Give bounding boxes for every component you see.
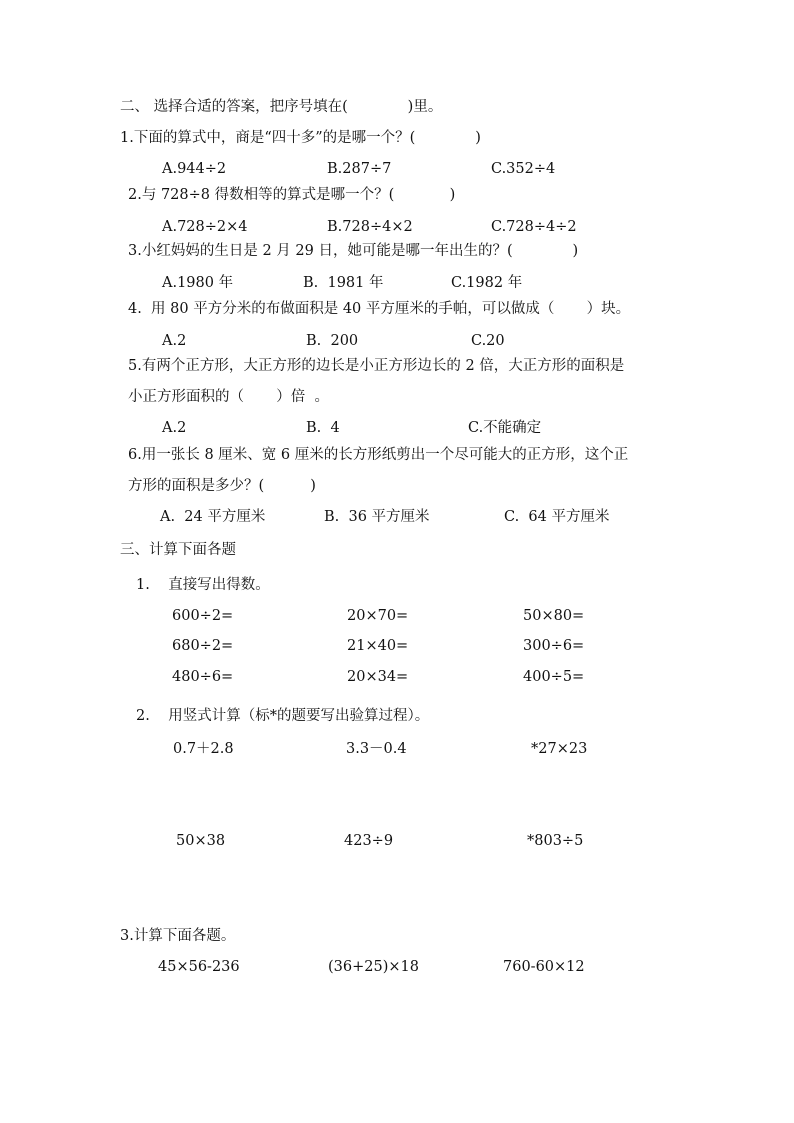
mixed-calc-item: 45×56-236 [158, 959, 240, 975]
question-3-option-c: C.1982 年 [451, 275, 523, 291]
question-2-option-b: B.728÷4×2 [327, 219, 413, 235]
question-5-text-line-2: 小正方形面积的（ ）倍 。 [128, 389, 329, 405]
question-2-option-a: A.728÷2×4 [162, 219, 248, 235]
question-6-text-line-1: 6.用一张长 8 厘米、宽 6 厘米的长方形纸剪出一个尽可能大的正方形，这个正 [128, 447, 629, 463]
mixed-calc-item: (36+25)×18 [328, 959, 419, 975]
section-2-title: 二、 选择合适的答案，把序号填在( )里。 [120, 99, 443, 115]
oral-calc-item: 300÷6= [523, 638, 585, 654]
question-4-option-c: C.20 [471, 333, 505, 349]
question-1-text: 1.下面的算式中，商是“四十多”的是哪一个？( ) [120, 130, 481, 146]
question-4-option-a: A.2 [162, 333, 187, 349]
question-6-text-line-2: 方形的面积是多少？( ) [128, 478, 316, 494]
question-4-text: 4. 用 80 平方分米的布做面积是 40 平方厘米的手帕，可以做成（ ）块。 [128, 301, 631, 317]
vertical-calc-item: 0.7＋2.8 [173, 741, 234, 757]
vertical-calc-item: 50×38 [176, 833, 226, 849]
question-3-option-a: A.1980 年 [162, 275, 234, 291]
oral-calc-item: 21×40= [347, 638, 409, 654]
question-6-option-c: C. 64 平方厘米 [504, 509, 610, 525]
question-5-option-c: C.不能确定 [468, 420, 542, 436]
vertical-calc-item: *27×23 [531, 741, 588, 757]
oral-calc-item: 400÷5= [523, 669, 585, 685]
oral-calc-item: 600÷2= [172, 608, 234, 624]
part-1-title: 1. 直接写出得数。 [136, 577, 270, 593]
question-1-option-b: B.287÷7 [327, 161, 392, 177]
question-3-text: 3.小红妈妈的生日是 2 月 29 日，她可能是哪一年出生的？( ) [128, 243, 579, 259]
oral-calc-item: 50×80= [523, 608, 585, 624]
section-3-title: 三、计算下面各题 [120, 542, 236, 558]
question-2-text: 2.与 728÷8 得数相等的算式是哪一个？( ) [128, 187, 456, 203]
question-5-text-line-1: 5.有两个正方形，大正方形的边长是小正方形边长的 2 倍，大正方形的面积是 [128, 358, 625, 374]
part-3-title: 3.计算下面各题。 [120, 928, 236, 944]
question-5-option-b: B. 4 [306, 420, 340, 436]
question-3-option-b: B. 1981 年 [303, 275, 384, 291]
question-2-option-c: C.728÷4÷2 [491, 219, 577, 235]
question-6-option-b: B. 36 平方厘米 [324, 509, 430, 525]
vertical-calc-item: *803÷5 [527, 833, 584, 849]
vertical-calc-item: 423÷9 [344, 833, 394, 849]
vertical-calc-item: 3.3－0.4 [346, 741, 407, 757]
question-5-option-a: A.2 [162, 420, 187, 436]
oral-calc-item: 20×34= [347, 669, 409, 685]
question-1-option-a: A.944÷2 [162, 161, 227, 177]
mixed-calc-item: 760-60×12 [503, 959, 585, 975]
oral-calc-item: 480÷6= [172, 669, 234, 685]
part-2-title: 2. 用竖式计算（标*的题要写出验算过程）。 [136, 708, 430, 724]
oral-calc-item: 680÷2= [172, 638, 234, 654]
question-4-option-b: B. 200 [306, 333, 359, 349]
question-6-option-a: A. 24 平方厘米 [160, 509, 266, 525]
question-1-option-c: C.352÷4 [491, 161, 556, 177]
oral-calc-item: 20×70= [347, 608, 409, 624]
